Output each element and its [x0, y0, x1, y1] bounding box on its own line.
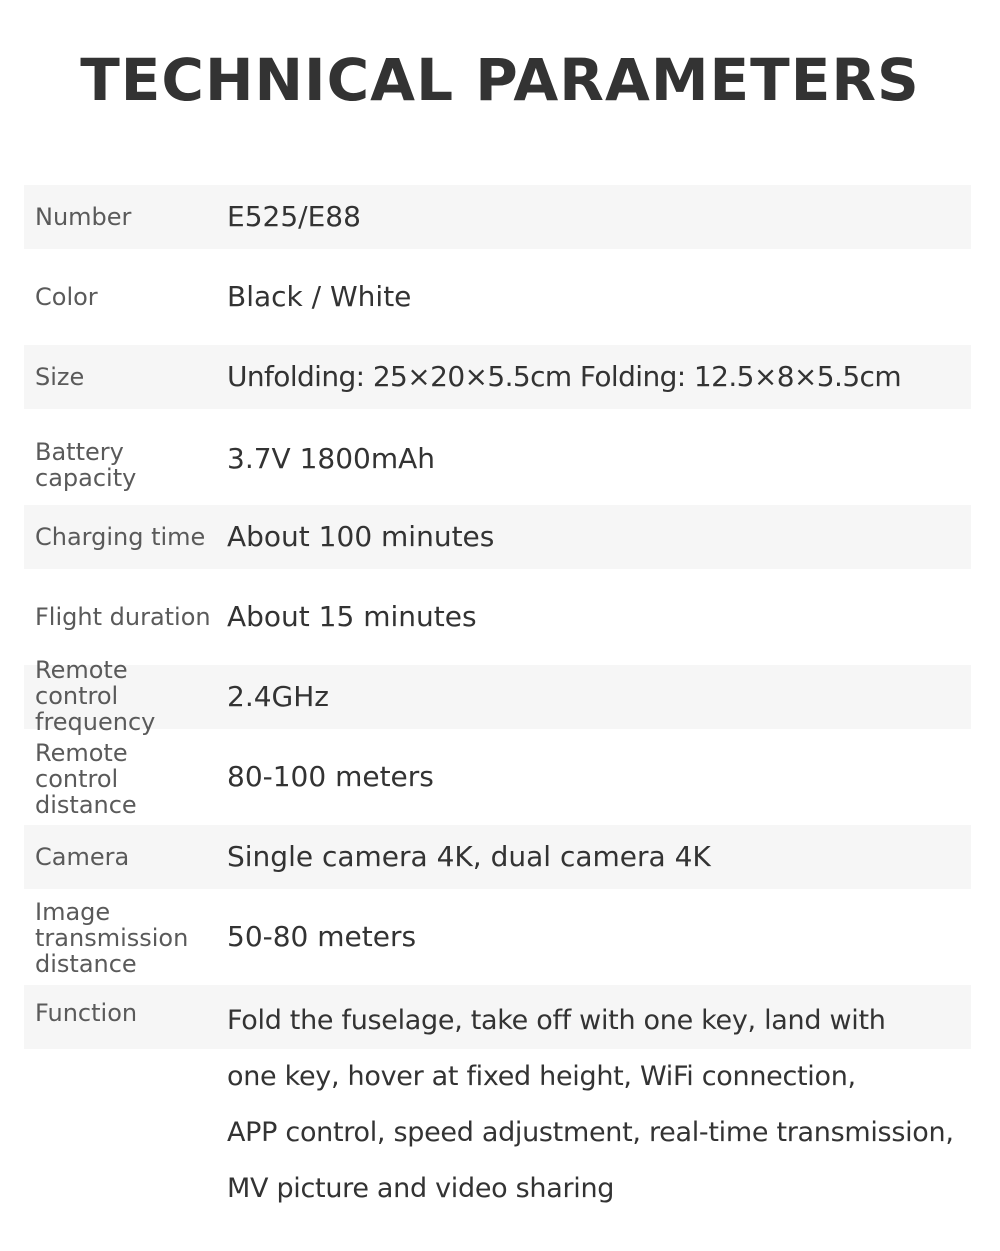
- value-flight-duration: About 15 minutes: [227, 600, 477, 633]
- function-line: MV picture and video sharing: [227, 1173, 615, 1204]
- function-line: one key, hover at fixed height, WiFi connection,: [227, 1061, 856, 1092]
- page-title: TECHNICAL PARAMETERS: [80, 46, 920, 114]
- function-line: Fold the fuselage, take off with one key, land with: [227, 1005, 886, 1036]
- label-camera: Camera: [35, 843, 130, 871]
- value-size: Unfolding: 25×20×5.5cm Folding: 12.5×8×5.5cm: [227, 360, 901, 393]
- label-charging-time: Charging time: [35, 523, 206, 551]
- label-color: Color: [35, 283, 98, 311]
- value-number: E525/E88: [227, 200, 361, 233]
- value-battery-capacity: 3.7V 1800mAh: [227, 442, 436, 475]
- value-charging-time: About 100 minutes: [227, 520, 495, 553]
- label-number: Number: [35, 203, 132, 231]
- value-color: Black / White: [227, 280, 412, 313]
- label-remote-control-distance: Remote control distance: [35, 739, 137, 819]
- label-battery-capacity: Battery capacity: [35, 438, 137, 492]
- label-size: Size: [35, 363, 85, 391]
- label-flight-duration: Flight duration: [35, 603, 211, 631]
- label-image-transmission-distance: Image transmission distance: [35, 898, 189, 978]
- label-function: Function: [35, 999, 138, 1027]
- label-remote-control-frequency: Remote control frequency: [35, 656, 156, 736]
- value-remote-control-frequency: 2.4GHz: [227, 680, 329, 713]
- value-image-transmission-distance: 50-80 meters: [227, 920, 417, 953]
- value-remote-control-distance: 80-100 meters: [227, 760, 434, 793]
- value-camera: Single camera 4K, dual camera 4K: [227, 840, 711, 873]
- function-line: APP control, speed adjustment, real-time transmission,: [227, 1117, 954, 1148]
